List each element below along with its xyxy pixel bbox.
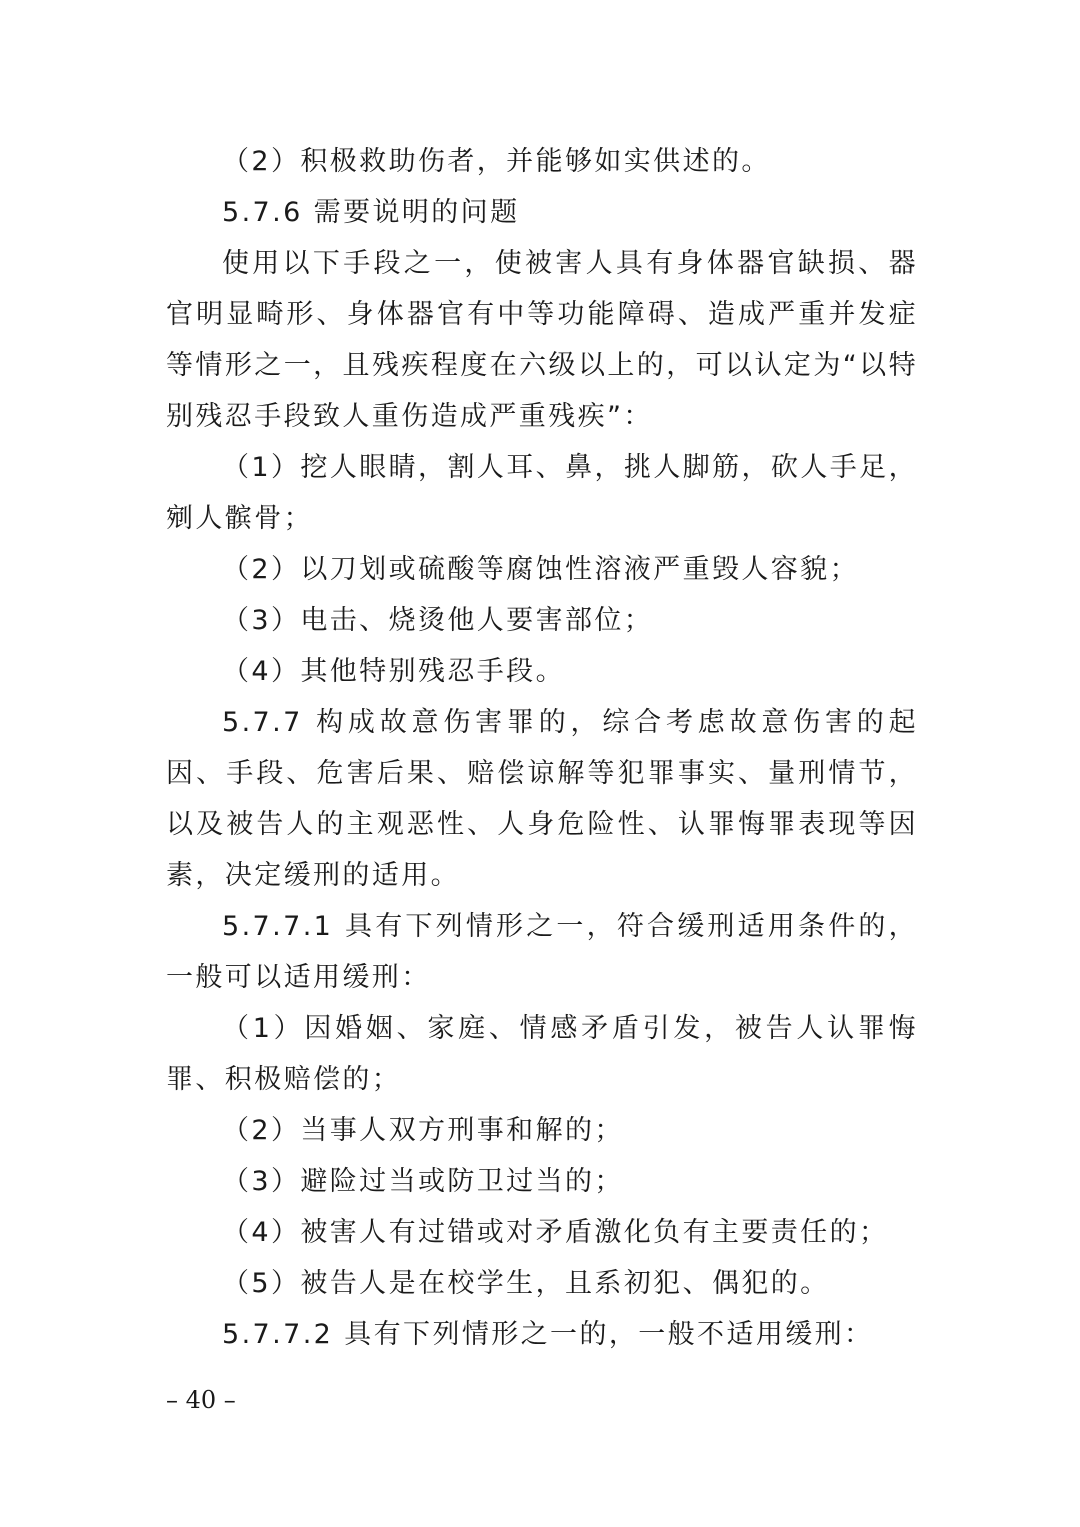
section-5-7-7-1-paragraph: 5.7.7.1 具有下列情形之一，符合缓刑适用条件的，一般可以适用缓刑： xyxy=(166,911,918,993)
list-item-cruel-means-3: （3）电击、烧烫他人要害部位； xyxy=(222,605,654,636)
list-item-probation-5: （5）被告人是在校学生，且系初犯、偶犯的。 xyxy=(222,1268,830,1299)
list-item-probation-1: （1）因婚姻、家庭、情感矛盾引发，被告人认罪悔罪、积极赔偿的； xyxy=(166,1013,918,1095)
list-item-probation-2: （2）当事人双方刑事和解的； xyxy=(222,1115,624,1146)
paragraph-rescue-injured: （2）积极救助伤者，并能够如实供述的。 xyxy=(222,146,771,177)
paragraph-cruel-means-definition: 使用以下手段之一，使被害人具有身体器官缺损、器官明显畸形、身体器官有中等功能障碍、造成严重并发症等情形之一，且残疾程度在六级以上的，可以认定为“以特别残忍手段致人重伤造成严重残疾”： xyxy=(166,248,918,432)
list-item-probation-4: （4）被害人有过错或对矛盾激化负有主要责任的； xyxy=(222,1217,889,1248)
list-item-cruel-means-1: （1）挖人眼睛，割人耳、鼻，挑人脚筋，砍人手足，剜人髌骨； xyxy=(166,452,918,534)
page-number: – 40 – xyxy=(166,1386,236,1414)
list-item-cruel-means-2: （2）以刀划或硫酸等腐蚀性溶液严重毁人容貌； xyxy=(222,554,859,585)
list-item-probation-3: （3）避险过当或防卫过当的； xyxy=(222,1166,624,1197)
list-item-cruel-means-4: （4）其他特别残忍手段。 xyxy=(222,656,565,687)
section-heading-5-7-6: 5.7.6 需要说明的问题 xyxy=(222,197,520,228)
section-5-7-7-2-paragraph: 5.7.7.2 具有下列情形之一的，一般不适用缓刑： xyxy=(222,1319,874,1350)
section-5-7-7-paragraph: 5.7.7 构成故意伤害罪的，综合考虑故意伤害的起因、手段、危害后果、赔偿谅解等犯罪事实、量刑情节，以及被告人的主观恶性、人身危险性、认罪悔罪表现等因素，决定缓刑的适用。 xyxy=(166,707,918,891)
document-body xyxy=(166,136,918,1360)
